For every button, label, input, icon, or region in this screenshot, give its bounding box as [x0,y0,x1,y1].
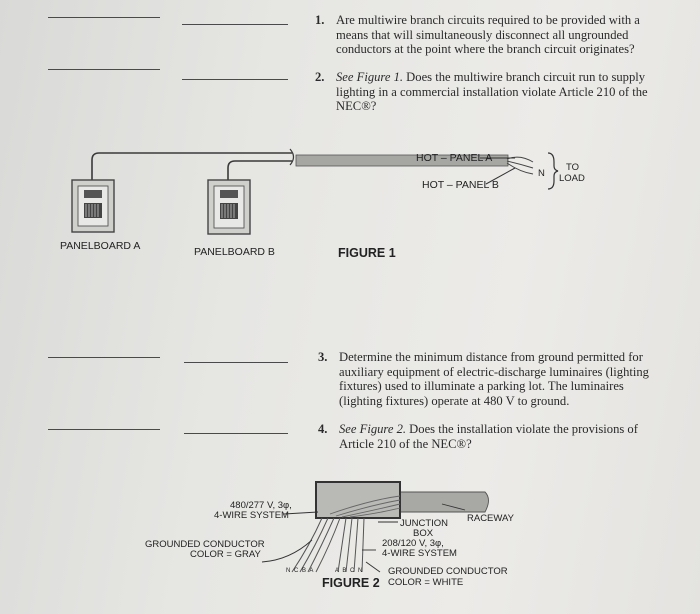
junction-box-label-line2: BOX [413,528,434,539]
question-lead: See Figure 1. [336,70,404,84]
wire-letters-left: N C B A [286,568,315,574]
hot-panel-a-label: HOT – PANEL A [416,152,493,164]
load-label: LOAD [559,173,585,184]
system-208-label-line1: 208/120 V, 3φ, [382,538,444,549]
wire-letters-right: A B C N [335,568,364,574]
question-number: 4. [318,422,328,436]
figure-1-title: FIGURE 1 [338,246,396,260]
grounded-gray-label-line1: GROUNDED CONDUCTOR [145,539,265,550]
question-text: Does the multiwire branch circuit run to supply lighting in a commercial installation violate Article 210 of the NEC®? [336,70,648,114]
question-number: 1. [315,13,325,27]
grounded-gray-label-line2: COLOR = GRAY [190,549,261,560]
question-lead: See Figure 2. [339,422,407,436]
neutral-label: N [538,168,545,179]
hot-panel-b-label: HOT – PANEL B [422,179,499,191]
grounded-white-label-line1: GROUNDED CONDUCTOR [388,566,508,577]
junction-box [316,482,400,518]
question-number: 3. [318,350,328,364]
panelboard-b-label: PANELBOARD B [194,246,275,258]
raceway-figure-2 [400,492,489,512]
raceway-label: RACEWAY [467,513,514,524]
grounded-white-label-line2: COLOR = WHITE [388,577,464,588]
system-208-label-line2: 4-WIRE SYSTEM [382,548,457,559]
question-text: Does the installation violate the provisions of Article 210 of the NEC®? [339,422,638,451]
question-text: Determine the minimum distance from ground permitted for auxiliary equipment of electric-discharge luminaires (lighting fixtures) used to illuminate a parking lot. The luminaires (lighting fixtures) operate at 480 V to ground. [339,350,649,408]
figure-2-title: FIGURE 2 [322,576,380,590]
system-480-label-line2: 4-WIRE SYSTEM [214,510,289,521]
question-number: 2. [315,70,325,84]
system-480-label-line1: 480/277 V, 3φ, [230,500,292,511]
to-label: TO [566,162,580,173]
question-text: Are multiwire branch circuits required to be provided with a means that will simultaneously disconnect all ungrounded conductors at the point where the branch circuit originates? [336,13,640,57]
panelboard-a-label: PANELBOARD A [60,240,141,252]
junction-box-label-line1: JUNCTION [400,518,449,529]
